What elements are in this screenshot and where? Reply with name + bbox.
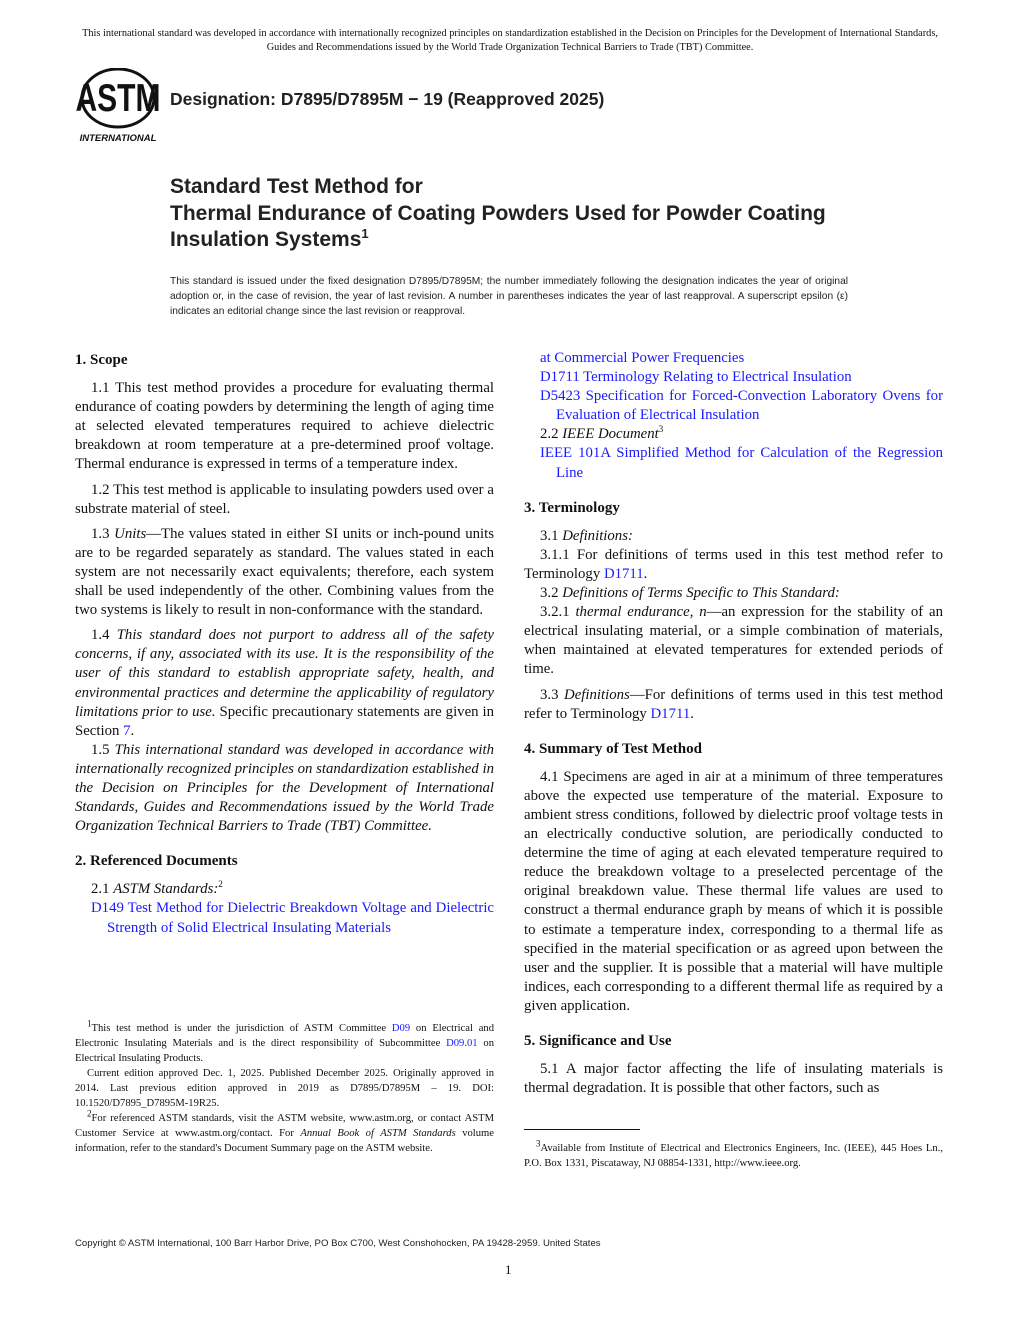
text-run: For referenced ASTM standards, visit the ASTM website, www.astm.org, or contact ASTM Customer Service at www.astm.org/contact. For	[75, 1113, 494, 1139]
svg-text:ASTM: ASTM	[76, 77, 160, 120]
reference-entry	[524, 387, 943, 425]
page-number: 1	[505, 1262, 512, 1277]
text-run: Current edition approved Dec. 1, 2025. Published December 2025. Originally approved in 2014. Last previous edition approved in 2019 as D7895/D7895M – 19. DOI: 10.1520/D7895_D7895M-19R25.	[75, 1068, 494, 1109]
text-run: Definitions of Terms Specific to This Standard:	[562, 585, 840, 602]
reference-link[interactable]: D1711	[540, 369, 580, 386]
reference-link[interactable]: D09.01	[446, 1038, 478, 1049]
section-heading	[524, 499, 943, 518]
paragraph	[75, 741, 494, 836]
development-notice: This international standard was developed in accordance with internationally recognized principles on standardization established in the Decision on Principles for the Development of International Standards, Guides and Recommendations issued by the World Trade Organization Technical Barriers to Trade (TBT) Committee.	[82, 28, 938, 53]
text-run: 3.2.1	[540, 604, 576, 621]
text-run: 3.3	[540, 686, 565, 703]
text-run: —The values stated in either SI units or inch-pound units are to be regarded separately as standard. The values stated in each system are not necessarily exact equivalents; therefore, each system shall be used independently of the other. Combining values from the two systems is likely to result in non-conformance with the standard.	[75, 525, 494, 619]
section-heading	[524, 740, 943, 759]
reference-link[interactable]: D5423	[540, 388, 581, 405]
text-run: Available from Institute of Electrical and Electronics Engineers, Inc. (IEEE), 445 Hoes Ln., P.O. Box 1331, Piscataway, NJ 08854-1331, http://www.ieee.org.	[524, 1143, 943, 1169]
footnote-mark: 2	[87, 1108, 92, 1119]
title-footnote-mark: 1	[361, 226, 369, 241]
section-heading	[75, 852, 494, 871]
reference-entry	[524, 368, 943, 387]
paragraph	[524, 425, 943, 444]
title-line-2	[170, 201, 870, 254]
document-title	[170, 174, 870, 254]
text-run: 5. Significance and Use	[524, 1033, 672, 1049]
footnote-mark: 2	[218, 879, 223, 890]
paragraph	[524, 768, 943, 1016]
text-run: ASTM Standards:	[113, 881, 219, 898]
paragraph	[524, 1060, 943, 1098]
text-run: 1.2 This test method is applicable to insulating powders used over a substrate material of steel.	[75, 481, 494, 517]
paragraph	[75, 880, 494, 899]
reference-link[interactable]: D1711	[603, 565, 644, 582]
text-run: 1. Scope	[75, 352, 128, 368]
text-run: 2.1	[91, 881, 114, 898]
text-run: This test method is under the jurisdiction of ASTM Committee	[91, 1023, 392, 1034]
footnote-mark: 1	[87, 1018, 92, 1029]
reference-link[interactable]: at Commercial Power Frequencies	[540, 350, 745, 366]
text-run: This international standard was developed in accordance with internationally recognized principles on standardization established in the Decision on Principles for the Development of International Standards, Guides and Recommendations issued by the World Trade Organization Technical Barriers to Trade (TBT) Committee.	[75, 741, 494, 835]
footnote	[75, 1108, 494, 1156]
reference-link[interactable]: Test Method for Dielectric Breakdown Voltage and Dielectric Strength of Solid Electrical Insulating Materials	[107, 900, 494, 936]
paragraph	[524, 584, 943, 603]
text-run: 4. Summary of Test Method	[524, 740, 702, 757]
right-column	[524, 349, 943, 1104]
paragraph	[524, 686, 943, 724]
copyright: Copyright © ASTM International, 100 Barr Harbor Drive, PO Box C700, West Conshohocken, PA 19428-2959. United States	[75, 1238, 601, 1249]
text-run: —For definitions of terms used in this test method refer to Terminology	[524, 686, 943, 722]
text-run: Definitions	[564, 686, 630, 703]
reference-link[interactable]: Simplified Method for Calculation of the Regression Line	[556, 445, 943, 481]
text-run: Units	[114, 525, 147, 542]
text-run: This standard does not purport to address all of the safety concerns, if any, associated with its use. It is the responsibility of the user of this standard to establish appropriate safety, health, and environmental practices and determine the applicability of regulatory limitations prior to use.	[75, 627, 494, 720]
text-run: on Electrical and Electronic Insulating Materials and is the direct responsibility of Subcommittee	[75, 1023, 494, 1049]
text-run: on Electrical Insulating Products.	[75, 1038, 494, 1064]
footnote	[75, 1018, 494, 1066]
footnote	[75, 1066, 494, 1111]
text-run: Annual Book of ASTM Standards	[300, 1128, 456, 1139]
text-run: Specific precautionary statements are given in Section	[75, 703, 495, 739]
text-run: 1.4	[91, 627, 117, 644]
text-run: 2.2	[540, 426, 563, 443]
text-run: thermal endurance, n	[575, 604, 707, 621]
footnote	[524, 1138, 943, 1171]
designation: Designation: D7895/D7895M − 19 (Reapproved 2025)	[170, 89, 605, 109]
text-run: IEEE Document	[562, 426, 659, 443]
footnotes-right	[524, 1138, 943, 1171]
astm-logo	[76, 68, 160, 144]
section-heading	[75, 351, 494, 370]
text-run: 3.1	[540, 527, 563, 544]
title-main: Thermal Endurance of Coating Powders Used for Powder Coating Insulation Systems	[170, 201, 826, 251]
footnotes-left	[75, 1018, 494, 1156]
paragraph	[75, 481, 494, 519]
text-run: .	[690, 705, 694, 722]
text-run: Definitions:	[562, 527, 633, 544]
footnote-mark: 3	[658, 424, 664, 435]
text-run: 1.5	[91, 741, 115, 758]
paragraph	[75, 626, 494, 741]
text-run: 4.1 Specimens are aged in air at a minimum of three temperatures above the expected use temperature of the material. Exposure to ambient stress conditions, followed by dielectric proof voltage tests in an electrically conductive solution, are periodically conducted to determine the time of aging at each elevated temperature required to reduce the breakdown voltage to a preselected percentage of the original breakdown value. These thermal life values are used to construct a thermal endurance graph by means of which it is possible to estimate a temperature index, corresponding to a thermal life as specified in the material specification or as agreed upon between the user and the supplier. It is possible that a material will have multiple indices, each corresponding to a different thermal life as required by a given application.	[524, 768, 943, 1014]
reference-entry	[524, 444, 943, 482]
footnote-mark: 3	[536, 1138, 541, 1149]
section-heading	[524, 1032, 943, 1051]
paragraph	[75, 525, 494, 620]
paragraph	[524, 603, 943, 679]
text-run: 1.1 This test method provides a procedure for evaluating thermal endurance of coating powders by determining the length of aging time at selected elevated temperatures required to achieve dielectric breakdown at room temperature at a pre-determined proof voltage. Thermal endurance is expressed in terms of a temperature index.	[75, 380, 494, 473]
text-run: 5.1 A major factor affecting the life of insulating materials is thermal degradation. It is possible that other factors, such as	[524, 1061, 943, 1097]
text-run: 3. Terminology	[524, 499, 620, 516]
paragraph	[75, 379, 494, 474]
footnote-divider	[524, 1129, 640, 1130]
svg-text:INTERNATIONAL: INTERNATIONAL	[79, 133, 157, 144]
text-run: .	[130, 722, 135, 739]
text-run: 3.1.1 For definitions of terms used in this test method refer to Terminology	[524, 546, 943, 582]
text-run: 2. Referenced Documents	[75, 853, 238, 870]
reference-link[interactable]: D09	[391, 1023, 411, 1034]
reference-link[interactable]: 7	[123, 722, 131, 739]
reference-link[interactable]: D149	[91, 900, 124, 917]
title-line-1: Standard Test Method for	[170, 175, 423, 198]
reference-entry	[524, 349, 943, 368]
reference-entry	[75, 899, 494, 937]
text-run: 3.2	[540, 585, 563, 602]
reference-link[interactable]: IEEE 101A	[540, 445, 611, 462]
reference-link[interactable]: Terminology Relating to Electrical Insulation	[579, 369, 852, 386]
reference-link[interactable]: Specification for Forced-Convection Laboratory Ovens for Evaluation of Electrical Insulation	[556, 388, 943, 424]
text-run: 1.3	[91, 525, 115, 542]
reference-link[interactable]: D1711	[650, 705, 691, 722]
left-column	[75, 349, 494, 938]
text-run: .	[643, 565, 648, 582]
paragraph	[524, 527, 943, 546]
text-run: volume information, refer to the standard's Document Summary page on the ASTM website.	[75, 1128, 494, 1154]
paragraph	[524, 546, 943, 584]
issue-note: This standard is issued under the fixed designation D7895/D7895M; the number immediately following the designation indicates the year of original adoption or, in the case of revision, the year of last revision. A number in parentheses indicates the year of last reapproval. A superscript epsilon (ε) indicates an editorial change since the last revision or reapproval.	[170, 276, 848, 317]
text-run: —an expression for the stability of an electrical insulating material, or a simple combination of materials, when maintained at elevated temperatures for extended periods of time.	[524, 604, 944, 678]
